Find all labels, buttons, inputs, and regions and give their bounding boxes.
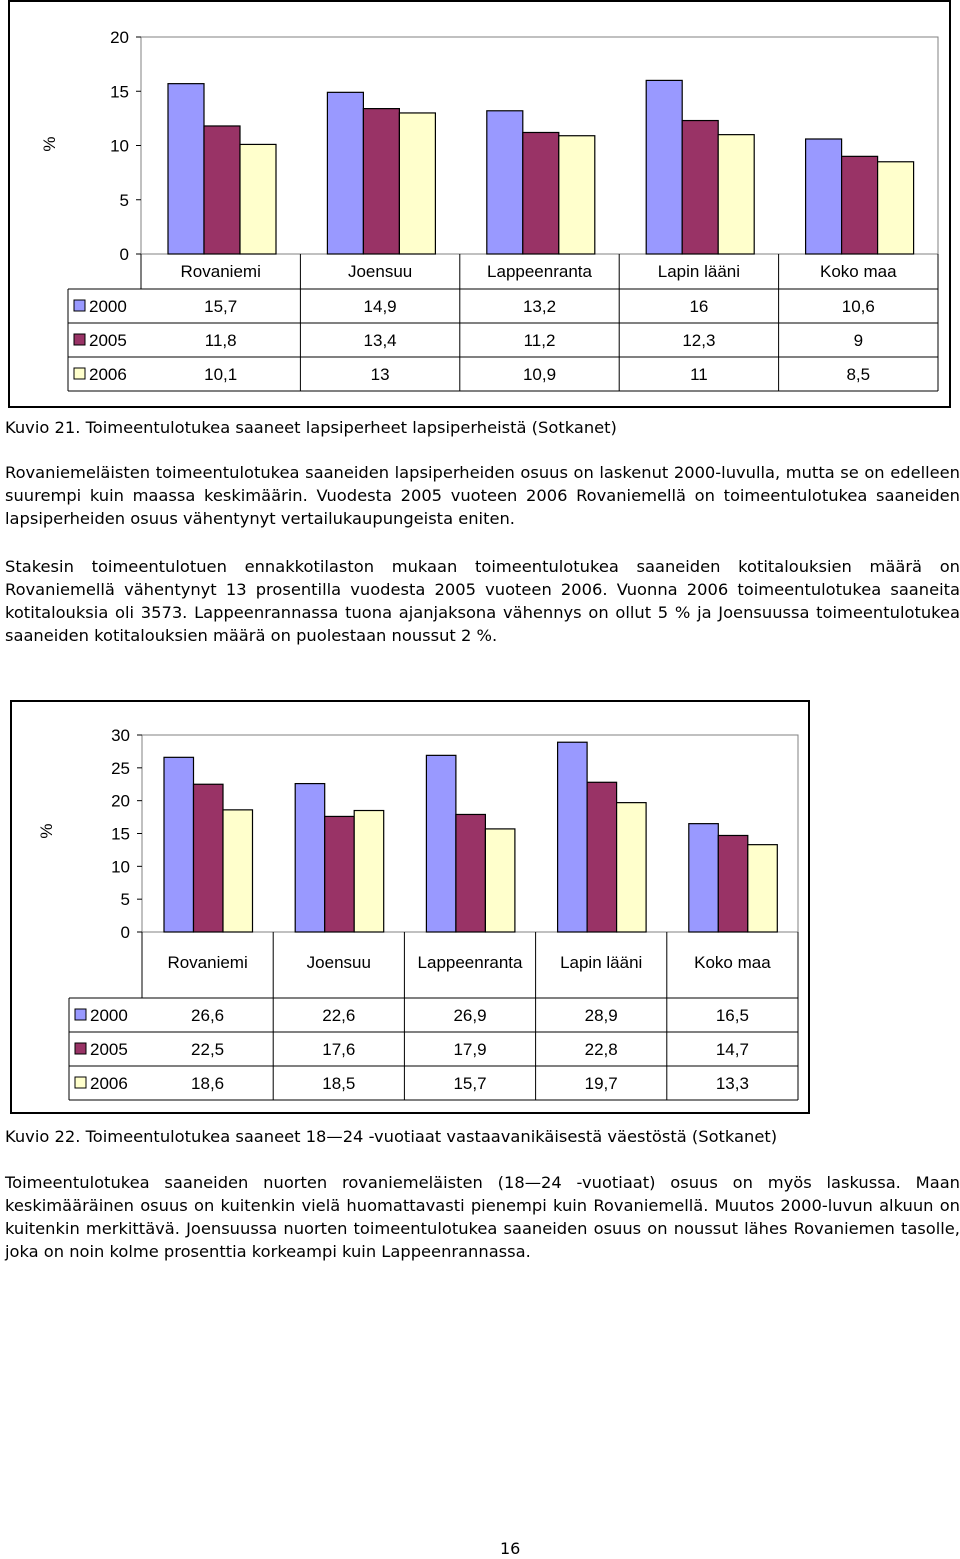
table-value: 12,3 xyxy=(682,331,716,350)
y-tick-label: 20 xyxy=(110,28,129,47)
bar-2005 xyxy=(718,835,748,932)
caption-text: Toimeentulotukea saaneet 18—24 -vuotiaat vastaavanikäisestä väestöstä (Sotkanet) xyxy=(85,1127,778,1146)
category-label: Lappeenranta xyxy=(417,953,523,972)
table-value: 13,4 xyxy=(363,331,397,350)
bar-2000 xyxy=(487,111,523,254)
table-value: 28,9 xyxy=(584,1006,618,1025)
bar-2006 xyxy=(878,162,914,254)
paragraph-2: Stakesin toimeentulotuen ennakkotilaston mukaan toimeentulotukea saaneiden kotitalouksien määrä on Rovaniemellä vähentynyt 13 prosentilla vuodesta 2005 vuoteen 2006. Vuonna 2006 toimeentulotukea saaneita kotitalouksia oli 3573. Lappeenrannassa tuona ajanjaksona vähennys on ollut 5 % ja Joensuussa toimeentulotukea saaneiden kotitalouksien määrä on puolestaan noussut 2 %. xyxy=(5,557,960,645)
bar-2000 xyxy=(426,755,456,932)
category-label: Rovaniemi xyxy=(167,953,248,972)
legend-label-2000: 2000 xyxy=(90,1006,128,1025)
legend-swatch-2005 xyxy=(75,1043,86,1054)
table-value: 16 xyxy=(689,297,709,316)
bar-2000 xyxy=(327,92,363,254)
bar-2006 xyxy=(617,803,647,932)
table-value: 10,1 xyxy=(204,365,238,384)
table-value: 14,9 xyxy=(363,297,397,316)
bar-2006 xyxy=(559,136,595,254)
table-value: 17,6 xyxy=(322,1040,356,1059)
legend-label-2005: 2005 xyxy=(89,331,127,350)
legend-swatch-2000 xyxy=(74,300,85,311)
bar-2000 xyxy=(164,757,194,932)
bar-2000 xyxy=(168,84,204,254)
bar-2005 xyxy=(842,156,878,254)
table-value: 17,9 xyxy=(453,1040,487,1059)
table-value: 9 xyxy=(853,331,864,350)
legend-label-2005: 2005 xyxy=(90,1040,128,1059)
bar-2006 xyxy=(718,135,754,254)
bar-2006 xyxy=(399,113,435,254)
caption-text: Toimeentulotukea saaneet lapsiperheet lapsiperheistä (Sotkanet) xyxy=(85,418,617,437)
category-label: Rovaniemi xyxy=(180,262,261,281)
table-value: 22,5 xyxy=(191,1040,225,1059)
legend-swatch-2006 xyxy=(74,368,85,379)
caption-kuvio-21 xyxy=(5,417,617,439)
caption-label: Kuvio 21. xyxy=(5,418,81,437)
chart-kuvio-22 xyxy=(10,700,810,1114)
table-value: 15,7 xyxy=(204,297,238,316)
bar-2005 xyxy=(682,121,718,254)
table-value: 10,6 xyxy=(841,297,875,316)
category-label: Koko maa xyxy=(694,953,771,972)
bar-2000 xyxy=(689,824,719,932)
bar-2006 xyxy=(354,811,384,932)
category-label: Lapin lääni xyxy=(657,262,741,281)
table-value: 22,8 xyxy=(584,1040,618,1059)
category-label: Joensuu xyxy=(306,953,371,972)
y-tick-label: 5 xyxy=(119,190,129,210)
bar-2000 xyxy=(295,784,325,932)
table-value: 11,8 xyxy=(204,331,237,350)
chart-kuvio-21 xyxy=(8,0,951,408)
chart-kuvio-22-svg xyxy=(12,702,808,1112)
y-tick-label: 15 xyxy=(111,824,130,844)
bar-2006 xyxy=(485,829,515,932)
y-tick-label: 10 xyxy=(111,857,130,877)
y-tick-label: 0 xyxy=(120,923,130,942)
category-label: Joensuu xyxy=(347,262,413,281)
legend-label-2006: 2006 xyxy=(89,365,127,384)
category-label: Lapin lääni xyxy=(560,953,643,972)
table-value: 15,7 xyxy=(453,1074,487,1093)
bar-2005 xyxy=(523,132,559,254)
bar-2005 xyxy=(456,814,486,932)
table-value: 18,6 xyxy=(191,1074,225,1093)
table-value: 16,5 xyxy=(715,1006,749,1025)
category-label: Koko maa xyxy=(820,262,897,281)
y-axis-label: % xyxy=(37,823,56,839)
table-value: 22,6 xyxy=(322,1006,356,1025)
page-number: 16 xyxy=(500,1539,521,1558)
y-tick-label: 20 xyxy=(111,791,130,811)
table-value: 26,9 xyxy=(453,1006,487,1025)
table-value: 10,9 xyxy=(522,365,557,384)
legend-label-2006: 2006 xyxy=(90,1074,128,1093)
bar-2000 xyxy=(558,742,588,932)
bar-2005 xyxy=(194,784,224,932)
y-axis-label: % xyxy=(40,136,59,152)
y-tick-label: 30 xyxy=(111,726,130,745)
bar-2000 xyxy=(646,80,682,254)
legend-swatch-2000 xyxy=(75,1009,86,1020)
paragraph-3: Toimeentulotukea saaneiden nuorten rovaniemeläisten (18—24 -vuotiaat) osuus on myös laskussa. Maan keskimääräinen osuus on kuitenkin vielä huomattavasti pienempi kuin Rovaniemellä. Muutos 2000-luvun alkuun on kuitenkin merkittävä. Joensuussa nuorten toimeentulotukea saaneiden osuus on noussut lähes Rovaniemen tasolle, joka on noin kolme prosenttia korkeampi kuin Lappeenrannassa. xyxy=(5,1173,960,1261)
bar-2000 xyxy=(806,139,842,254)
table-value: 11,2 xyxy=(523,331,556,350)
legend-swatch-2005 xyxy=(74,334,85,345)
y-tick-label: 10 xyxy=(110,136,129,156)
table-value: 13,2 xyxy=(522,297,557,316)
y-tick-label: 5 xyxy=(120,890,130,910)
bar-2006 xyxy=(748,845,778,932)
table-value: 18,5 xyxy=(322,1074,356,1093)
table-value: 14,7 xyxy=(715,1040,749,1059)
caption-kuvio-22 xyxy=(5,1126,777,1148)
table-value: 13 xyxy=(370,365,390,384)
table-value: 8,5 xyxy=(846,365,871,384)
category-label: Lappeenranta xyxy=(487,262,592,281)
bar-2006 xyxy=(240,144,276,254)
bar-2006 xyxy=(223,810,253,932)
y-tick-label: 15 xyxy=(110,82,129,102)
paragraph-1: Rovaniemeläisten toimeentulotukea saaneiden lapsiperheiden osuus on laskenut 2000-luvulla, mutta se on edelleen suurempi kuin maassa keskimäärin. Vuodesta 2005 vuoteen 2006 Rovaniemellä on toimeentulotukea saaneiden lapsiperheiden osuus vähentynyt vertailukaupungeista eniten. xyxy=(5,463,960,528)
chart-kuvio-21-svg xyxy=(10,2,949,406)
y-tick-label: 0 xyxy=(119,245,129,264)
y-tick-label: 25 xyxy=(111,758,130,778)
bar-2005 xyxy=(587,782,617,932)
legend-swatch-2006 xyxy=(75,1077,86,1088)
bar-2005 xyxy=(204,126,240,254)
bar-2005 xyxy=(325,816,355,932)
bar-2005 xyxy=(363,109,399,254)
caption-label: Kuvio 22. xyxy=(5,1127,81,1146)
legend-label-2000: 2000 xyxy=(89,297,127,316)
table-value: 13,3 xyxy=(715,1074,749,1093)
table-value: 11 xyxy=(690,365,708,384)
table-value: 26,6 xyxy=(191,1006,225,1025)
table-value: 19,7 xyxy=(584,1074,618,1093)
